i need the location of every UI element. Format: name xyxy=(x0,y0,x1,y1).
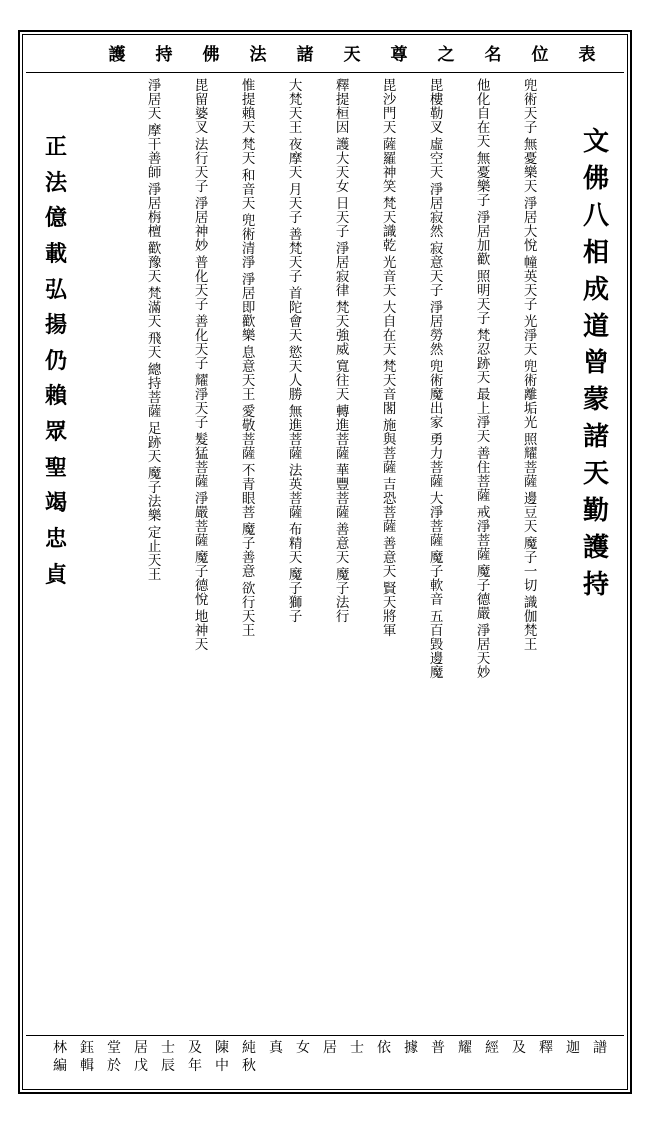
footer-attribution xyxy=(40,1040,610,1086)
table-cell: 淨居栴檀 xyxy=(144,182,161,238)
table-cell: 不青眼菩 xyxy=(238,463,255,519)
column-header: 天 xyxy=(343,45,361,65)
column-header: 名 xyxy=(484,45,502,65)
document-caption xyxy=(36,130,76,1010)
footer-char-top: 士 xyxy=(161,1040,175,1056)
table-cell: 愛敬菩薩 xyxy=(238,404,255,460)
table-cell: 法英菩薩 xyxy=(285,463,302,519)
footer-char-bottom: 於 xyxy=(107,1057,121,1074)
footer-char-top: 迦 xyxy=(566,1040,580,1056)
table-column xyxy=(129,78,176,1028)
table-cell: 魔子德嚴 xyxy=(473,564,490,620)
table-cell: 梵忍跡天 xyxy=(473,328,490,384)
table-cell: 淨居加歡 xyxy=(473,210,490,266)
table-cell: 魔子德悅 xyxy=(191,550,208,606)
table-cell: 施與菩薩 xyxy=(379,418,396,474)
title-char: 成 xyxy=(582,274,609,305)
table-cell: 識伽梵王 xyxy=(520,595,537,651)
footer-char-top: 堂 xyxy=(107,1040,121,1056)
caption-char: 揚 xyxy=(44,312,67,339)
column-header: 諸 xyxy=(296,45,314,65)
table-cell: 地神天 xyxy=(191,609,208,651)
table-cell: 善梵天子 xyxy=(285,227,302,283)
table-cell: 虛空天 xyxy=(426,137,443,179)
table-cell: 淨居神妙 xyxy=(191,196,208,252)
table-column xyxy=(458,78,505,1028)
table-cell: 轉進菩薩 xyxy=(332,404,349,460)
table-cell: 兜術清淨 xyxy=(238,213,255,269)
table-cell: 淨居天 xyxy=(144,78,161,120)
table-cell: 善化天子 xyxy=(191,314,208,370)
table-cell: 毘沙門天 xyxy=(379,78,396,134)
caption-char: 億 xyxy=(44,205,67,232)
title-char: 護 xyxy=(582,532,609,563)
footer-char-top: 士 xyxy=(350,1040,364,1056)
table-cell: 定止天王 xyxy=(144,525,161,581)
caption-char: 仍 xyxy=(44,347,67,374)
footer-char-bottom: 輯 xyxy=(80,1057,94,1074)
table-cell: 摩干善師 xyxy=(144,123,161,179)
table-cell: 光淨天 xyxy=(520,314,537,356)
table-cell: 兜術離垢光 xyxy=(520,359,537,429)
table-cell: 耀淨天子 xyxy=(191,373,208,429)
table-column xyxy=(176,78,223,1028)
table-cell: 法行天子 xyxy=(191,137,208,193)
table-cell: 魔子一切 xyxy=(520,536,537,592)
caption-char: 賴 xyxy=(44,383,67,410)
table-cell: 淨居勞然 xyxy=(426,300,443,356)
table-cell: 魔子軟音 xyxy=(426,550,443,606)
title-char: 勤 xyxy=(582,496,609,527)
footer-char-top: 據 xyxy=(404,1040,418,1056)
table-column xyxy=(364,78,411,1028)
footer-char-top: 真 xyxy=(269,1040,283,1056)
table-cell: 照明天子 xyxy=(473,269,490,325)
footer-char-top: 普 xyxy=(431,1040,445,1056)
footer-char-top: 居 xyxy=(134,1040,148,1056)
column-header: 佛 xyxy=(202,45,220,65)
caption-char: 正 xyxy=(44,134,67,160)
table-cell: 善意天 xyxy=(332,522,349,564)
footer-char-top: 及 xyxy=(188,1040,202,1056)
table-cell: 歡豫天 xyxy=(144,241,161,283)
table-cell: 惟提賴天 xyxy=(238,78,255,134)
footer-char-top: 鈺 xyxy=(80,1040,94,1056)
table-cell: 淨嚴菩薩 xyxy=(191,491,208,547)
title-char: 持 xyxy=(582,569,609,600)
column-header: 之 xyxy=(437,45,455,65)
column-header: 位 xyxy=(531,45,549,65)
column-header: 表 xyxy=(578,45,596,65)
footer-char-top: 譜 xyxy=(593,1040,607,1056)
table-cell: 淨居寂律 xyxy=(332,241,349,297)
table-cell: 魔子法行 xyxy=(332,567,349,623)
title-char: 道 xyxy=(582,311,609,342)
table-cell: 毘留婆叉 xyxy=(191,78,208,134)
caption-char: 弘 xyxy=(44,276,67,303)
table-cell: 梵天 xyxy=(238,137,255,165)
footer-char-bottom: 編 xyxy=(53,1057,67,1074)
table-cell: 吉恐菩薩 xyxy=(379,477,396,533)
table-cell: 寂意天子 xyxy=(426,241,443,297)
table-cell: 毘樓勒叉 xyxy=(426,78,443,134)
header-divider xyxy=(26,72,624,73)
table-cell: 首陀會天 xyxy=(285,286,302,342)
table-cell: 他化自在天 xyxy=(473,78,490,148)
footer-char-top: 女 xyxy=(296,1040,310,1056)
table-cell: 梵滿天 xyxy=(144,286,161,328)
caption-char: 忠 xyxy=(44,525,67,552)
deity-table xyxy=(82,78,552,1028)
table-cell: 大梵天王 xyxy=(285,78,302,134)
table-column xyxy=(317,78,364,1028)
table-cell: 魔子獅子 xyxy=(285,567,302,623)
table-cell: 五百毀邊魔 xyxy=(426,609,443,679)
footer-char-top: 林 xyxy=(53,1040,67,1056)
table-cell: 夜摩天 xyxy=(285,137,302,179)
table-cell: 和音天 xyxy=(238,168,255,210)
caption-char: 竭 xyxy=(44,490,67,517)
footer-char-top: 經 xyxy=(485,1040,499,1056)
footer-divider xyxy=(26,1035,624,1036)
table-cell: 邊豆天 xyxy=(520,491,537,533)
caption-char: 法 xyxy=(44,169,67,196)
column-header: 尊 xyxy=(390,45,408,65)
table-cell: 無憂樂子 xyxy=(473,151,490,207)
title-char: 佛 xyxy=(582,163,609,194)
table-cell: 淨居即歡樂 xyxy=(238,272,255,342)
table-cell: 無憂樂天 xyxy=(520,137,537,193)
table-cell: 足跡天 xyxy=(144,421,161,463)
footer-char-top: 陳 xyxy=(215,1040,229,1056)
table-cell: 梵天強威 xyxy=(332,300,349,356)
table-cell: 魔子善意 xyxy=(238,522,255,578)
footer-char-bottom: 秋 xyxy=(242,1057,256,1074)
caption-char: 貞 xyxy=(44,561,67,588)
table-cell: 照耀菩薩 xyxy=(520,432,537,488)
table-cell: 梵天識乾 xyxy=(379,196,396,252)
table-cell: 華豐菩薩 xyxy=(332,463,349,519)
table-cell: 總持菩薩 xyxy=(144,362,161,418)
caption-char: 聖 xyxy=(44,454,67,481)
table-column xyxy=(223,78,270,1028)
footer-char-top: 純 xyxy=(242,1040,256,1056)
footer-char-bottom: 戊 xyxy=(134,1057,148,1074)
title-char: 八 xyxy=(582,200,609,231)
table-cell: 髮猛菩薩 xyxy=(191,432,208,488)
title-char: 曾 xyxy=(582,348,609,379)
table-cell: 淨居天妙 xyxy=(473,623,490,679)
footer-char-top: 耀 xyxy=(458,1040,472,1056)
table-cell: 無進菩薩 xyxy=(285,404,302,460)
table-cell: 釋提桓因 xyxy=(332,78,349,134)
table-cell: 兜術天子 xyxy=(520,78,537,134)
table-column xyxy=(505,78,552,1028)
caption-char: 載 xyxy=(44,240,67,267)
table-cell: 兜術魔出家 xyxy=(426,359,443,429)
table-cell: 梵天音閣 xyxy=(379,359,396,415)
table-cell: 幢英天子 xyxy=(520,255,537,311)
table-cell: 淨居大悅 xyxy=(520,196,537,252)
table-cell: 大自在天 xyxy=(379,300,396,356)
footer-char-top: 及 xyxy=(512,1040,526,1056)
document-title xyxy=(572,46,620,1066)
title-char: 相 xyxy=(582,237,609,268)
footer-char xyxy=(580,1040,620,1058)
table-column xyxy=(270,78,317,1028)
table-cell: 薩羅神笑 xyxy=(379,137,396,193)
column-header: 持 xyxy=(155,45,173,65)
table-cell: 善意天 xyxy=(379,536,396,578)
title-char: 文 xyxy=(582,127,609,157)
footer-char-top: 釋 xyxy=(539,1040,553,1056)
table-cell: 日天子 xyxy=(332,196,349,238)
table-column xyxy=(411,78,458,1028)
footer-char-bottom: 中 xyxy=(215,1057,229,1074)
table-cell: 普化天子 xyxy=(191,255,208,311)
table-cell: 慾天人勝 xyxy=(285,345,302,401)
table-cell: 息意天王 xyxy=(238,345,255,401)
title-char: 天 xyxy=(582,459,609,490)
caption-char: 眾 xyxy=(44,419,67,445)
table-cell: 寬往天 xyxy=(332,359,349,401)
footer-char-top: 居 xyxy=(323,1040,337,1056)
table-cell: 魔子法樂 xyxy=(144,466,161,522)
table-cell: 戒淨菩薩 xyxy=(473,505,490,561)
table-cell: 光音天 xyxy=(379,255,396,297)
footer-char-bottom: 年 xyxy=(188,1057,202,1074)
table-cell: 布精天 xyxy=(285,522,302,564)
table-cell: 最上淨天 xyxy=(473,387,490,443)
column-header: 法 xyxy=(249,45,267,65)
header-row xyxy=(40,40,608,68)
table-cell: 淨居寂然 xyxy=(426,182,443,238)
footer-char-bottom: 辰 xyxy=(161,1057,175,1074)
table-cell: 飛天 xyxy=(144,331,161,359)
table-cell: 勇力菩薩 xyxy=(426,432,443,488)
footer-char-top: 依 xyxy=(377,1040,391,1056)
title-char: 諸 xyxy=(582,422,609,453)
title-char: 蒙 xyxy=(582,385,609,416)
table-cell: 護大天女 xyxy=(332,137,349,193)
table-cell: 賢天將軍 xyxy=(379,581,396,637)
table-cell: 欲行天王 xyxy=(238,581,255,637)
table-cell: 大淨菩薩 xyxy=(426,491,443,547)
column-header: 護 xyxy=(108,45,126,65)
table-cell: 善住菩薩 xyxy=(473,446,490,502)
table-cell: 月天子 xyxy=(285,182,302,224)
